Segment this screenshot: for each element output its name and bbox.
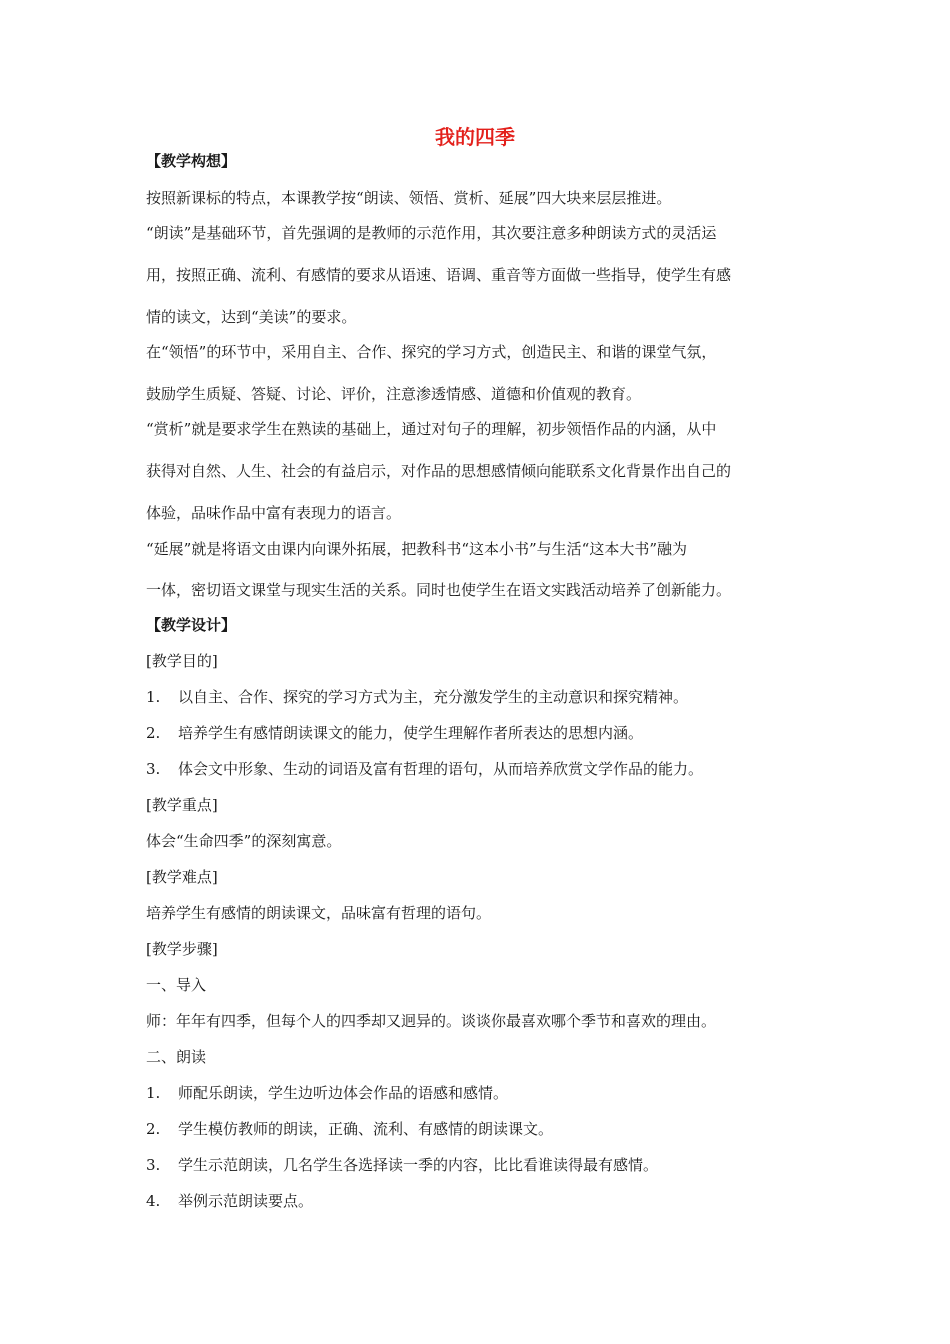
list-text: 培养学生有感情朗读课文的能力，使学生理解作者所表达的思想内涵。 — [178, 724, 644, 742]
list-number: 2. — [146, 1120, 161, 1138]
paragraph-line: “延展”就是将语文由课内向课外拓展，把教科书“这本小书”与生活“这本大书”融为 — [146, 540, 688, 558]
step-intro-text: 师：年年有四季，但每个人的四季却又迥异的。谈谈你最喜欢哪个季节和喜欢的理由。 — [146, 1012, 717, 1030]
paragraph-line: 体验，品味作品中富有表现力的语言。 — [146, 504, 402, 522]
list-number: 2. — [146, 724, 161, 742]
step-heading-reading: 二、朗读 — [146, 1048, 207, 1066]
list-text: 师配乐朗读，学生边听边体会作品的语感和感情。 — [178, 1084, 509, 1102]
key-point-text: 体会“生命四季”的深刻寓意。 — [146, 832, 342, 850]
list-item — [146, 686, 806, 708]
section-heading-design: 【教学设计】 — [146, 616, 237, 634]
subheading-difficulty: [教学难点] — [146, 868, 218, 886]
list-number: 4. — [146, 1192, 161, 1210]
list-text: 以自主、合作、探究的学习方式为主，充分激发学生的主动意识和探究精神。 — [178, 688, 689, 706]
paragraph-line: 情的读文，达到“美读”的要求。 — [146, 308, 357, 326]
list-text: 学生模仿教师的朗读，正确、流利、有感情的朗读课文。 — [178, 1120, 554, 1138]
paragraph-line: 按照新课标的特点，本课教学按“朗读、领悟、赏析、延展”四大块来层层推进。 — [146, 189, 672, 207]
subheading-key-point: [教学重点] — [146, 796, 218, 814]
paragraph-line: 一体，密切语文课堂与现实生活的关系。同时也使学生在语文实践活动培养了创新能力。 — [146, 581, 732, 599]
list-text: 学生示范朗读，几名学生各选择读一季的内容，比比看谁读得最有感情。 — [178, 1156, 659, 1174]
list-number: 3. — [146, 1156, 161, 1174]
paragraph-line: 获得对自然、人生、社会的有益启示，对作品的思想感情倾向能联系文化背景作出自己的 — [146, 462, 732, 480]
list-item — [146, 1154, 806, 1176]
list-item — [146, 758, 806, 780]
paragraph-line: “赏析”就是要求学生在熟读的基础上，通过对句子的理解，初步领悟作品的内涵，从中 — [146, 420, 717, 438]
list-item — [146, 1190, 806, 1212]
list-text: 举例示范朗读要点。 — [178, 1192, 314, 1210]
list-number: 1. — [146, 1084, 161, 1102]
paragraph-line: “朗读”是基础环节，首先强调的是教师的示范作用，其次要注意多种朗读方式的灵活运 — [146, 224, 717, 242]
list-number: 3. — [146, 760, 161, 778]
list-item — [146, 722, 806, 744]
paragraph-line: 用，按照正确、流利、有感情的要求从语速、语调、重音等方面做一些指导，使学生有感 — [146, 266, 732, 284]
subheading-goals: [教学目的] — [146, 652, 218, 670]
subheading-steps: [教学步骤] — [146, 940, 218, 958]
document-title: 我的四季 — [435, 125, 515, 149]
section-heading-concept: 【教学构想】 — [146, 152, 237, 170]
list-number: 1. — [146, 688, 161, 706]
difficulty-text: 培养学生有感情的朗读课文，品味富有哲理的语句。 — [146, 904, 492, 922]
list-item — [146, 1118, 806, 1140]
paragraph-line: 在“领悟”的环节中，采用自主、合作、探究的学习方式，创造民主、和谐的课堂气氛， — [146, 343, 717, 361]
list-item — [146, 1082, 806, 1104]
list-text: 体会文中形象、生动的词语及富有哲理的语句，从而培养欣赏文学作品的能力。 — [178, 760, 704, 778]
paragraph-line: 鼓励学生质疑、答疑、讨论、评价，注意渗透情感、道德和价值观的教育。 — [146, 385, 642, 403]
step-heading-intro: 一、导入 — [146, 976, 207, 994]
